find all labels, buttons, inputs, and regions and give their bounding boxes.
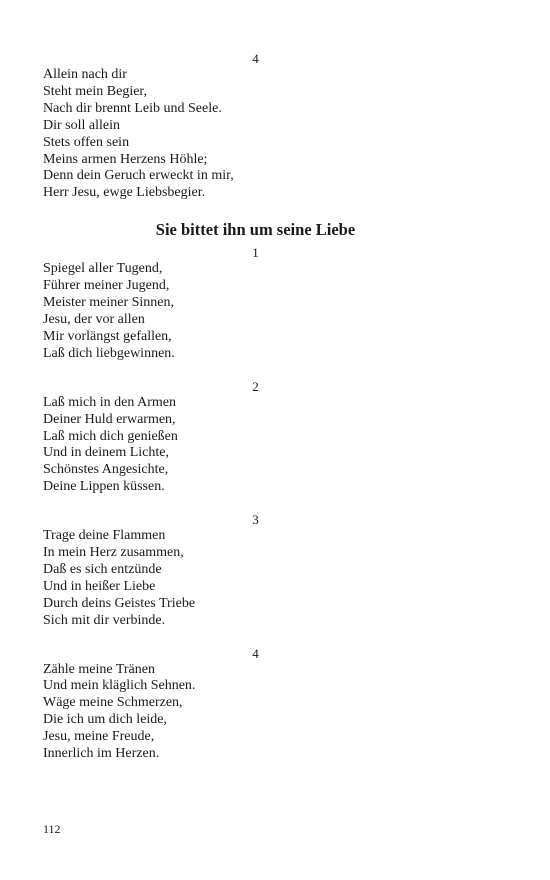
page-number: 112 (43, 822, 61, 836)
verse-line: Steht mein Begier, (43, 83, 148, 99)
verse-line: Jesu, meine Freude, (43, 729, 155, 745)
verse-line: Die ich um dich leide, (43, 712, 168, 728)
verse-line: Spiegel aller Tugend, (43, 261, 163, 277)
stanza-number: 4 (252, 645, 259, 661)
page-content (43, 50, 468, 763)
verse-line: Stets offen sein (43, 134, 130, 150)
verse-line: Deine Lippen küssen. (43, 479, 165, 495)
verse-line: Führer meiner Jugend, (43, 278, 170, 294)
poem-title: Sie bittet ihn um seine Liebe (155, 220, 356, 240)
verse-line: Schönstes Angesichte, (43, 462, 169, 478)
verse-line: Und mein kläglich Sehnen. (43, 678, 196, 694)
verse-line: Sich mit dir verbinde. (43, 612, 166, 628)
verse-line: Meins armen Herzens Höhle; (43, 151, 208, 167)
verse-line: Mir vorlängst gefallen, (43, 328, 172, 344)
verse-line: Meister meiner Sinnen, (43, 295, 175, 311)
verse-line: Durch deins Geistes Triebe (43, 595, 196, 611)
verse-line: Zähle meine Tränen (43, 661, 155, 677)
stanza-4 (43, 645, 468, 763)
verse-line: Laß dich liebgewinnen. (43, 345, 175, 361)
stanza-number: 4 (252, 51, 259, 66)
verse-line: Nach dir brennt Leib und Seele. (43, 100, 222, 116)
verse-line: Allein nach dir (43, 67, 127, 82)
stanza-number: 1 (252, 245, 259, 261)
stanza-number: 2 (252, 378, 259, 394)
verse-line: Und in deinem Lichte, (43, 445, 169, 461)
verse-line: Deiner Huld erwarmen, (43, 411, 176, 427)
stanza-1 (43, 244, 468, 362)
stanza-prev-4 (43, 50, 468, 202)
verse-line: Trage deine Flammen (43, 528, 166, 544)
verse-line: Laß mich in den Armen (43, 394, 176, 410)
verse-line: Herr Jesu, ewge Liebsbegier. (43, 185, 206, 201)
stanza-3 (43, 511, 468, 629)
verse-line: Innerlich im Herzen. (43, 746, 160, 762)
stanza-2 (43, 378, 468, 496)
verse-line: In mein Herz zusammen, (43, 545, 184, 561)
verse-line: Daß es sich entzünde (43, 561, 162, 577)
verse-line: Jesu, der vor allen (43, 311, 145, 327)
verse-line: Laß mich dich genießen (43, 428, 178, 444)
stanza-number: 3 (252, 512, 259, 528)
verse-line: Wäge meine Schmerzen, (43, 695, 183, 711)
verse-line: Dir soll allein (43, 117, 120, 133)
verse-line: Und in heißer Liebe (43, 578, 156, 594)
verse-line: Denn dein Geruch erweckt in mir, (43, 168, 234, 184)
